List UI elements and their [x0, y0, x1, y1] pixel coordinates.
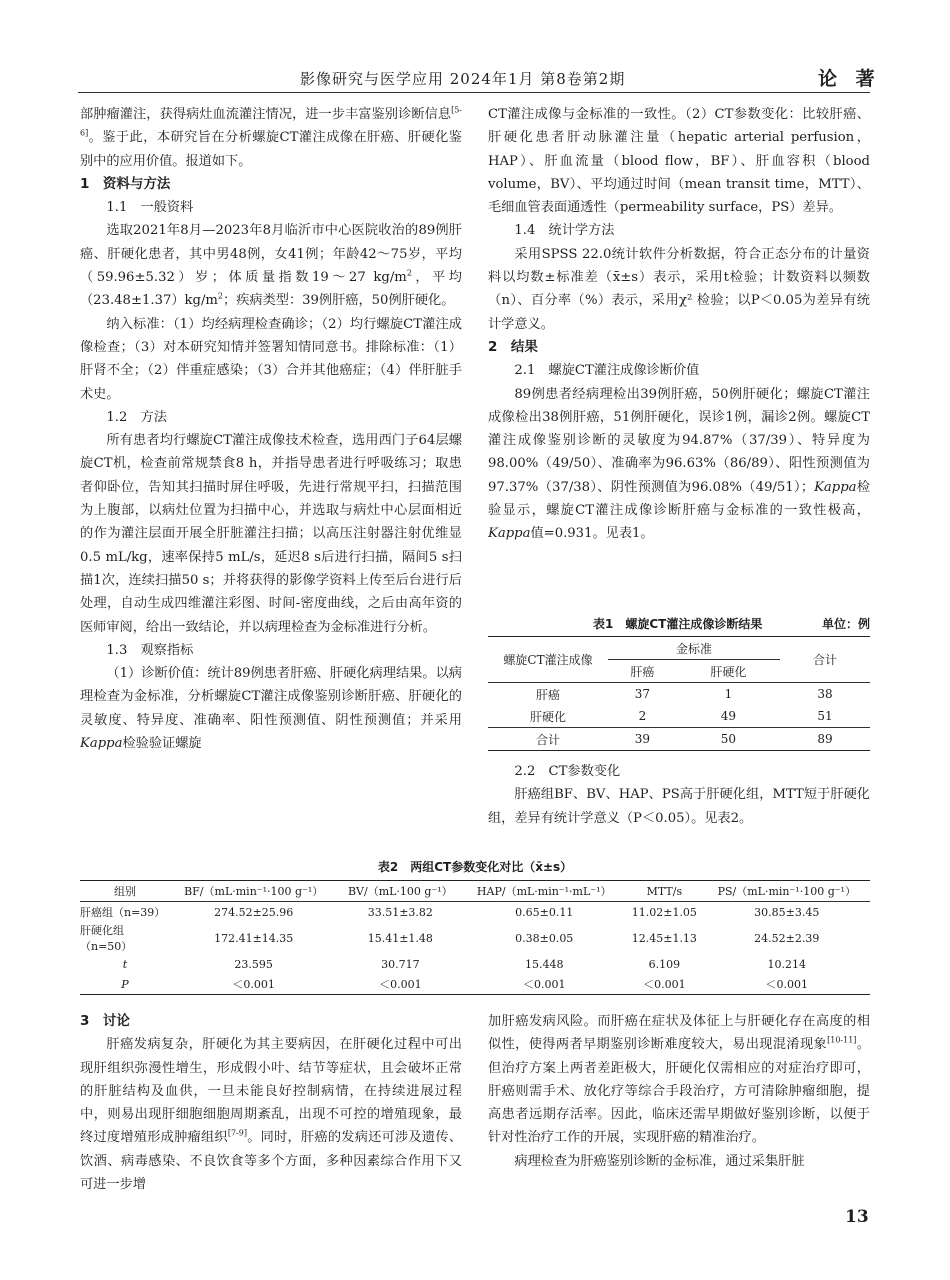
paragraph: （1）诊断价值：统计89例患者肝癌、肝硬化病理结果。以病理检查为金标准，分析螺旋CT灌注成像鉴别诊断肝癌、肝硬化的灵敏度、特异度、准确率、阳性预测值、阴性预测值；并采用Kappa检验验证螺旋: [80, 666, 462, 752]
subsection-heading: 2.2 CT参数变化: [514, 764, 621, 779]
table2-caption: 表2 两组CT参数变化对比（x̄±s）: [377, 860, 573, 874]
paragraph: 89例患者经病理检出39例肝癌，50例肝硬化；螺旋CT灌注成像检出38例肝癌，51例肝硬化，误诊1例，漏诊2例。螺旋CT灌注成像鉴别诊断的灵敏度为94.87%（37/39）、特异度为98.00%（49/50）、准确率为96.63%（86/89）、阳性预测值为97.37%（37/38）、阴性预测值为96.08%（49/51）；Kappa检验显示，螺旋CT灌注成像诊断肝癌与金标准的一致性极高，Kappa值=0.931。见表1。: [488, 386, 871, 542]
paragraph: 部肿瘤灌注，获得病灶血流灌注情况，进一步丰富鉴别诊断信息[5-6]。鉴于此，本研究旨在分析螺旋CT灌注成像在肝癌、肝硬化鉴别中的应用价值。报道如下。: [80, 105, 462, 169]
header-rule: [78, 92, 870, 93]
paragraph: 肝癌组BF、BV、HAP、PS高于肝硬化组，MTT短于肝硬化组，差异有统计学意义（P＜0.05）。见表2。: [488, 787, 870, 826]
section-label: 论 著: [818, 68, 881, 90]
right-column: [488, 103, 870, 546]
table2: 组别 BF/（mL·min⁻¹·100 g⁻¹） BV/（mL·100 g⁻¹） HAP/（mL·min⁻¹·mL⁻¹） MTT/s PS/（mL·min⁻¹·100 g⁻¹） 肝癌组（n=39） 274.52±25.96 33.51±3.82 0.65±0.11 11.02±1.05 30.85±3.45 肝硬化组（n=50） 172.41±14.35 15.41±1.48 0.38±0.05 12.45±1.13 24.52±2.39 t 23.595 30.717 15.448 6.109 10.214 P ＜0.001 ＜0.001 ＜0.001 ＜0.001 ＜0.001: [80, 880, 870, 995]
paragraph: 加肝癌发病风险。而肝癌在症状及体征上与肝硬化存在高度的相似性，使得两者早期鉴别诊断难度较大，易出现混淆现象[10-11]。但治疗方案上两者差距极大，肝硬化仅需相应的对症治疗即可，肝癌则需手术、放化疗等综合手段治疗，方可清除肿瘤细胞，提高患者远期存活率。因此，临床还需早期做好鉴别诊断，以便于针对性治疗工作的开展，实现肝癌的精准治疗。: [488, 1014, 871, 1146]
subsection-heading: 2.1 螺旋CT灌注成像诊断价值: [514, 363, 700, 379]
page-number: 13: [845, 1207, 869, 1227]
table1: 螺旋CT灌注成像 金标准 合计 肝癌 肝硬化 肝癌 37 1 38 肝硬化 2 49 51 合计 39 50 89: [488, 636, 870, 751]
section-heading: 1 资料与方法: [80, 175, 171, 192]
subsection-heading: 1.2 方法: [106, 409, 167, 425]
section-heading: 2 结果: [488, 338, 538, 355]
paragraph: CT灌注成像与金标准的一致性。（2）CT参数变化：比较肝癌、肝硬化患者肝动脉灌注量（hepatic arterial perfusion，HAP）、肝血流量（blood flow，BF）、肝血容积（blood volume，BV）、平均通过时间（mean transit time，MTT）、毛细血管表面通透性（permeability surface，PS）差异。: [488, 107, 870, 216]
journal-title: 影像研究与医学应用 2024年1月 第8卷第2期: [300, 70, 626, 88]
page-header: [0, 66, 950, 96]
right-column-lower: [488, 760, 870, 830]
subsection-heading: 1.3 观察指标: [106, 642, 194, 658]
paragraph: 肝癌发病复杂，肝硬化为其主要病因，在肝硬化过程中可出现肝组织弥漫性增生，形成假小叶、结节等症状，且会破坏正常的肝脏结构及血供，一旦未能良好控制病情，在持续进展过程中，则易出现肝细胞细胞周期紊乱，出现不可控的增殖现象，最终过度增殖形成肿瘤组织[7-9]。同时，肝癌的发病还可涉及遗传、饮酒、病毒感染、不良饮食等多个方面，多种因素综合作用下又可进一步增: [80, 1037, 463, 1193]
subsection-heading: 1.4 统计学方法: [514, 223, 615, 239]
discussion-left: [80, 1010, 462, 1196]
paragraph: 病理检查为肝癌鉴别诊断的金标准，通过采集肝脏: [514, 1153, 805, 1169]
paragraph: 选取2021年8月—2023年8月临沂市中心医院收治的89例肝癌、肝硬化患者，其中男48例，女41例；年龄42～75岁，平均（59.96±5.32）岁；体质量指数19～27 $kg/m^2$，平均$(23.48\pm 1.37)kg/m^2$；疾病类型：39例肝癌，50例肝硬化。: [80, 223, 462, 309]
subsection-heading: 1.1 一般资料: [106, 200, 194, 216]
paragraph: 采用SPSS 22.0统计软件分析数据，符合正态分布的计量资料以均数±标准差（x̄±s）表示，采用t检验；计数资料以频数（n）、百分率（%）表示，采用χ² 检验；以P＜0.05为差异有统计学意义。: [488, 246, 870, 332]
section-heading: 3 讨论: [80, 1013, 130, 1029]
paragraph: 纳入标准：（1）均经病理检查确诊；（2）均行螺旋CT灌注成像检查；（3）对本研究知情并签署知情同意书。排除标准：（1）肝肾不全；（2）伴重症感染；（3）合并其他癌症；（4）伴肝脏手术史。: [80, 316, 462, 402]
left-column: [80, 103, 462, 755]
discussion-right: [488, 1010, 870, 1173]
paragraph: 所有患者均行螺旋CT灌注成像技术检查，选用西门子64层螺旋CT机，检查前常规禁食8 h，并指导患者进行呼吸练习；取患者仰卧位，告知其扫描时屏住呼吸，先进行常规平扫，扫描范围为上腹部，以病灶位置为扫描中心，并选取与病灶中心层面相近的作为灌注层面开展全肝脏灌注扫描；以高压注射器注射优维显0.5 mL/kg，速率保持5 mL/s，延迟8 s后进行扫描，隔间5 s扫描1次，连续扫描50 s；并将获得的影像学资料上传至后台进行后处理，自动生成四维灌注彩图、时间-密度曲线，之后由高年资的医师审阅，给出一致结论，并以病理检查为金标准进行分析。: [80, 433, 462, 635]
